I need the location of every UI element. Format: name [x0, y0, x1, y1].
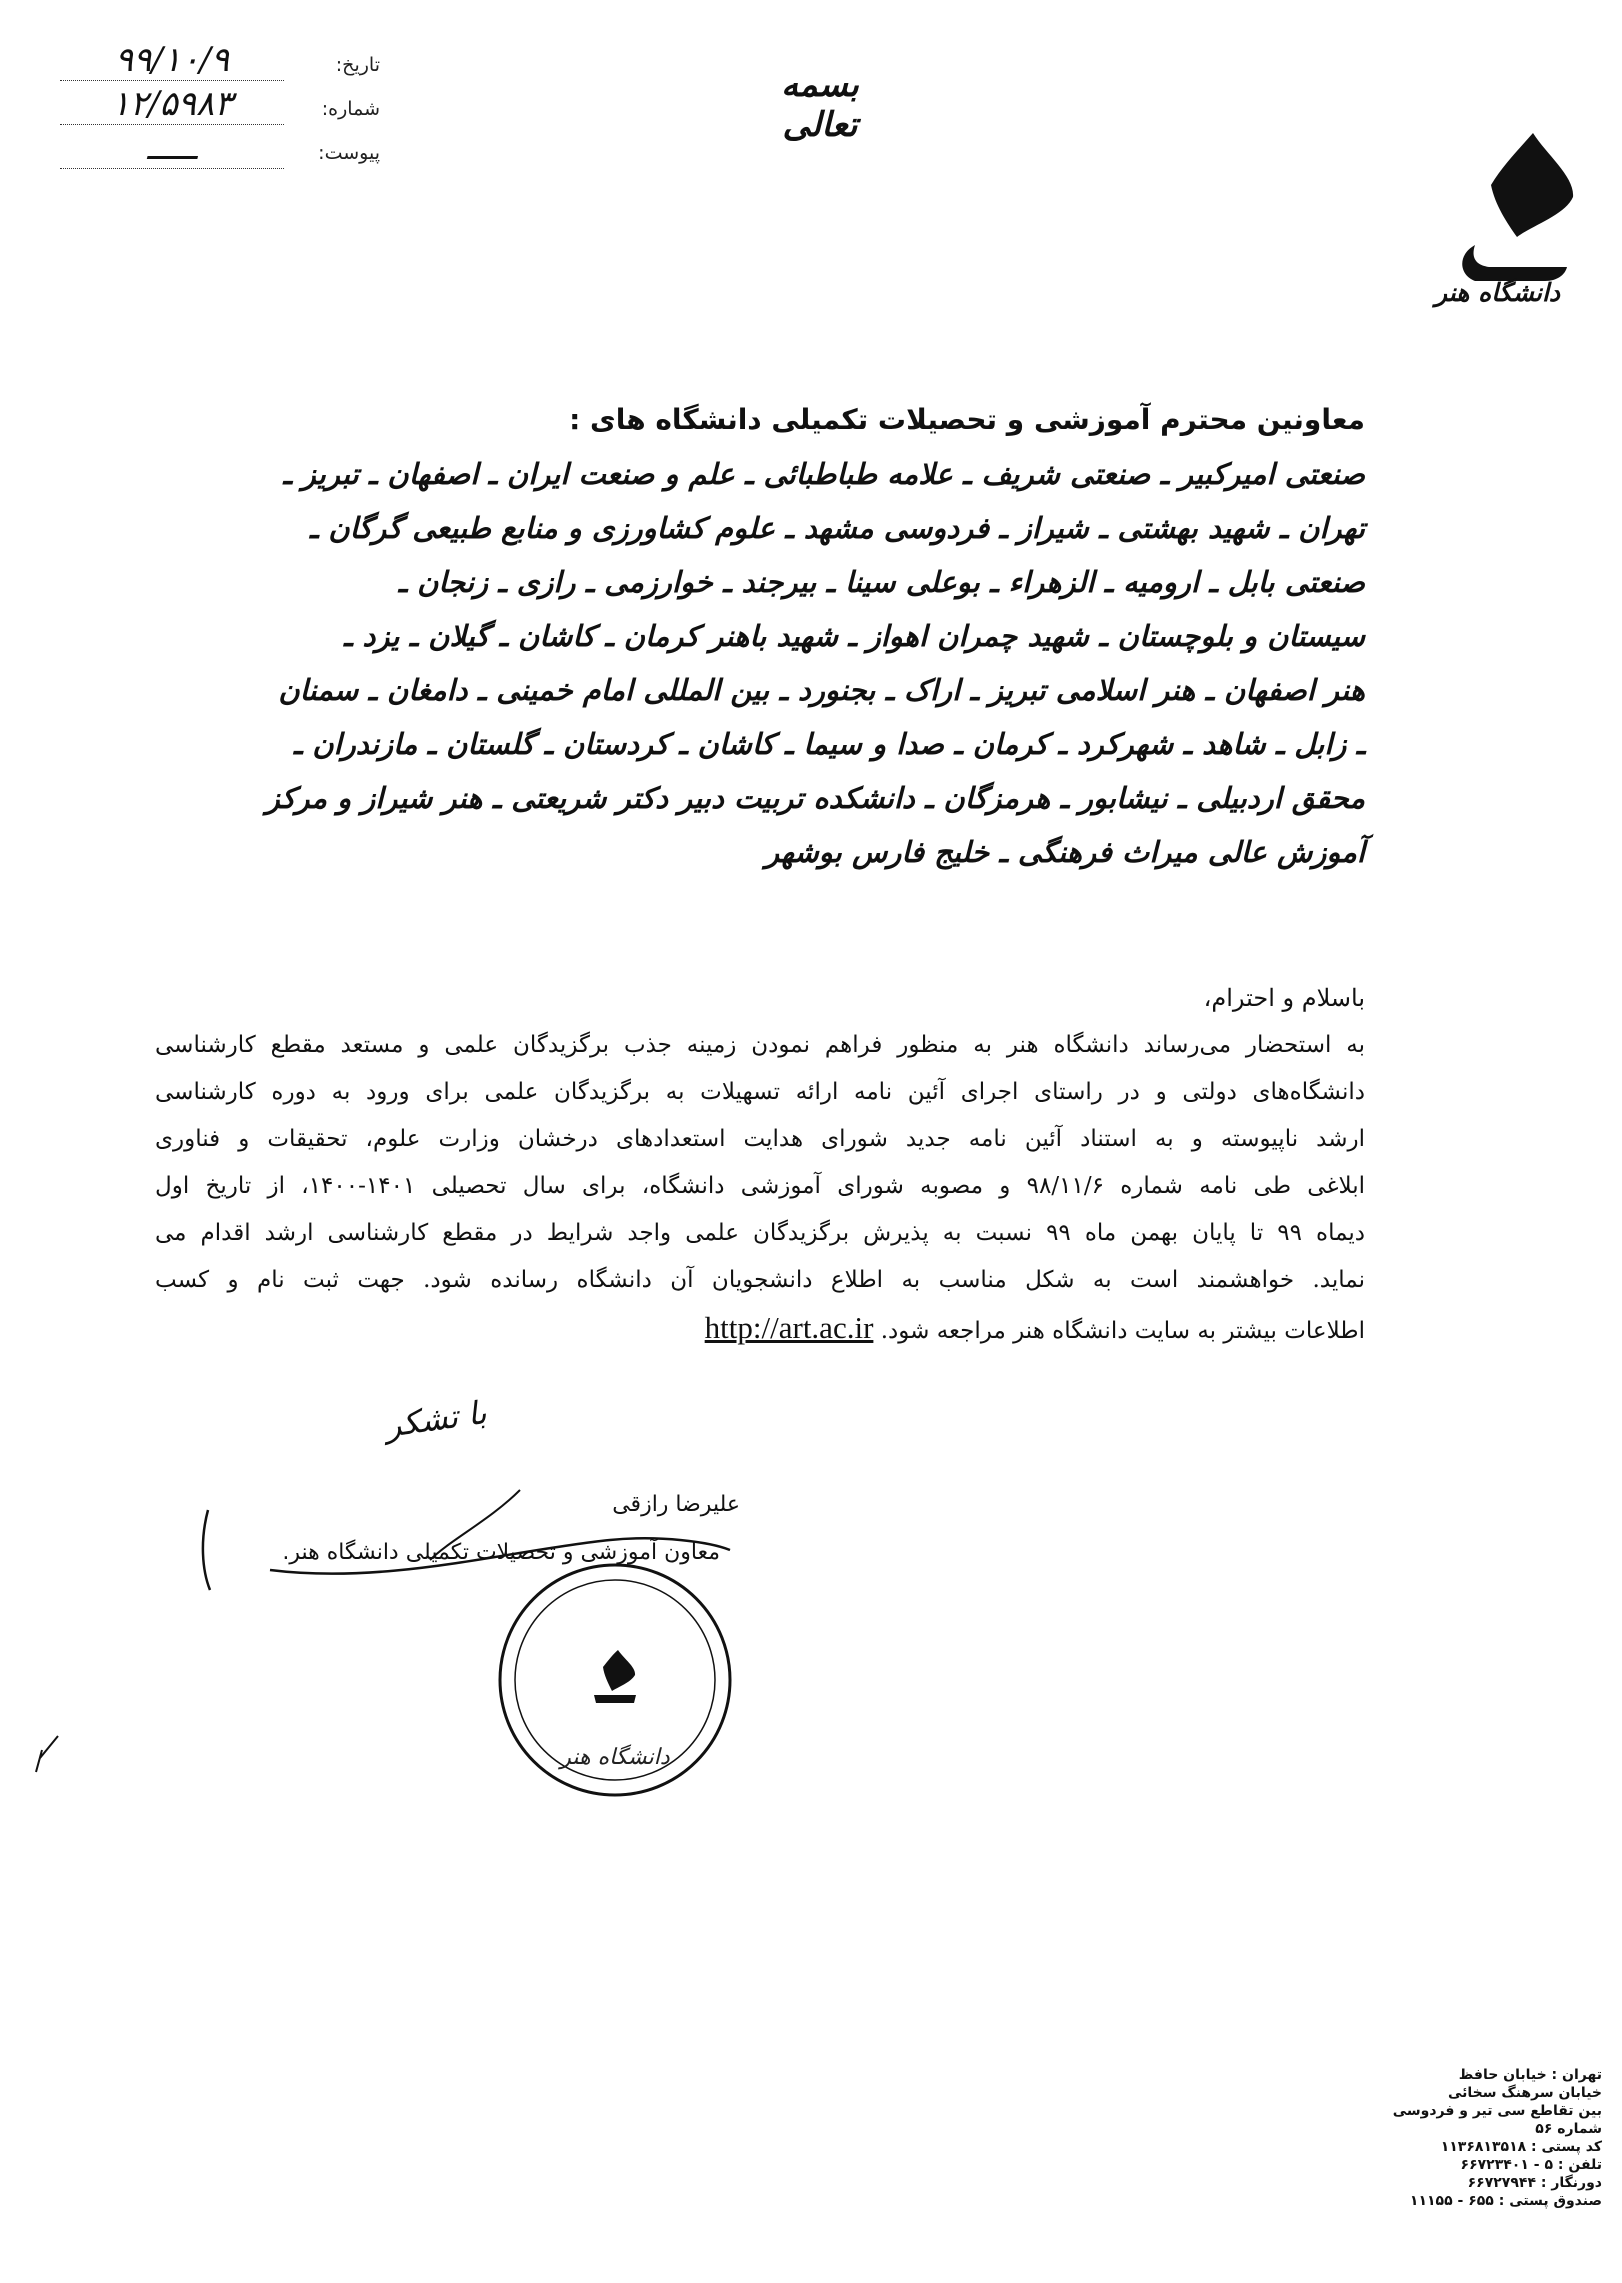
bismillah-heading: بسمه تعالی: [781, 65, 859, 145]
date-row: [60, 40, 380, 84]
addressee-line: هنر اصفهان ـ هنر اسلامی تبریز ـ اراک ـ بجنورد ـ بین المللی امام خمینی ـ دامغان ـ سمنان: [278, 673, 1365, 707]
footer-line: کد پستی : ۱۱۳۶۸۱۳۵۱۸: [1440, 2139, 1602, 2155]
body-line: دانشگاه‌های دولتی و در راستای اجرای آئین نامه ارائه تسهیلات به برگزیدگان علمی برای ورود به دوره کارشناسی: [155, 1079, 1365, 1105]
number-label: شماره:: [321, 98, 380, 120]
letter-body: [155, 975, 1365, 1355]
signer-title: معاون آموزشی و تحصیلات تکمیلی دانشگاه هنر.: [282, 1540, 720, 1565]
footer-line: خیابان سرهنگ سخائی: [1447, 2085, 1602, 2101]
footer-line: صندوق پستی : ۶۵۵ - ۱۱۱۵۵: [1409, 2193, 1602, 2209]
thanks-note: با تشکر: [382, 1393, 489, 1445]
body-line: نماید. خواهشمند است به شکل مناسب به اطلاع دانشجویان آن دانشگاه رسانده شود. جهت ثبت نام و کسب: [155, 1267, 1365, 1293]
body-line: دیماه ۹۹ تا پایان بهمن ماه ۹۹ نسبت به پذیرش برگزیدگان علمی واجد شرایط در مقطع کارشناسی ارشد اقدام می: [155, 1220, 1366, 1246]
margin-mark-icon: [28, 1728, 68, 1788]
addressee-line: صنعتی امیرکبیر ـ صنعتی شریف ـ علامه طباطبائی ـ علم و صنعت ایران ـ اصفهان ـ تبریز ـ: [283, 457, 1365, 491]
body-line: ابلاغی طی نامه شماره ۹۸/۱۱/۶ و مصوبه شورای آموزشی دانشگاه، برای سال تحصیلی ۱۴۰۱-۱۴۰۰، از تاریخ اول: [155, 1173, 1365, 1199]
seal-text: دانشگاه هنر: [560, 1745, 670, 1770]
addressee-line: محقق اردبیلی ـ نیشابور ـ هرمزگان ـ دانشکده تربیت دبیر دکتر شریعتی ـ هنر شیراز و مرکز: [265, 781, 1365, 815]
addressee-line: صنعتی بابل ـ ارومیه ـ الزهراء ـ بوعلی سینا ـ بیرجند ـ خوارزمی ـ رازی ـ زنجان ـ: [398, 565, 1365, 599]
addressee-title: معاونین محترم آموزشی و تحصیلات تکمیلی دانشگاه های :: [569, 403, 1365, 436]
date-label: تاریخ:: [335, 54, 380, 76]
signer-name: علیرضا رازقی: [612, 1492, 740, 1517]
footer-line: تهران : خیابان حافظ: [1458, 2067, 1602, 2083]
attachment-row: [60, 128, 380, 172]
addressee-line: تهران ـ شهید بهشتی ـ شیراز ـ فردوسی مشهد ـ علوم کشاورزی و منابع طبیعی گرگان ـ: [309, 511, 1365, 545]
body-last-line: [155, 1304, 1365, 1355]
addressee-line: ـ زابل ـ شاهد ـ شهرکرد ـ کرمان ـ صدا و سیما ـ کاشان ـ کردستان ـ گلستان ـ مازندران ـ: [293, 727, 1365, 761]
address-footer: [1370, 2066, 1602, 2210]
body-last-line-text: اطلاعات بیشتر به سایت دانشگاه هنر مراجعه شود.: [880, 1318, 1365, 1344]
website-link[interactable]: http://art.ac.ir: [704, 1310, 874, 1345]
addressee-line: آموزش عالی میراث فرهنگی ـ خلیج فارس بوشهر: [765, 835, 1365, 869]
footer-line: دورنگار : ۶۶۷۲۷۹۴۴: [1467, 2175, 1602, 2191]
number-row: [60, 84, 380, 128]
footer-line: شماره ۵۶: [1535, 2121, 1602, 2137]
addressee-block: [155, 393, 1365, 879]
attachment-value: ـــــ: [60, 128, 284, 169]
addressee-line: سیستان و بلوچستان ـ شهید چمران اهواز ـ شهید باهنر کرمان ـ کاشان ـ گیلان ـ یزد ـ: [343, 619, 1365, 653]
logo-text: دانشگاه هنر: [1434, 278, 1561, 307]
body-line: ارشد ناپیوسته و به استناد آئین نامه جدید شورای هدایت استعدادهای درخشان وزارت علوم، تحقیقات و فناوری: [155, 1126, 1365, 1152]
date-value: ۹۹/۱۰/۹: [60, 40, 284, 81]
footer-line: تلفن : ۵ - ۶۶۷۲۳۴۰۱: [1460, 2157, 1602, 2173]
attachment-label: پیوست:: [318, 142, 380, 164]
body-line: به استحضار می‌رساند دانشگاه هنر به منظور فراهم نمودن زمینه جذب برگزیدگان علمی و مستعد مقطع کارشناسی: [155, 1032, 1365, 1058]
number-value: ۱۲/۵۹۸۳: [60, 84, 284, 125]
footer-line: بین تقاطع سی تیر و فردوسی: [1392, 2103, 1602, 2119]
letter-meta: [60, 40, 380, 172]
greeting: باسلام و احترام،: [1203, 984, 1365, 1012]
